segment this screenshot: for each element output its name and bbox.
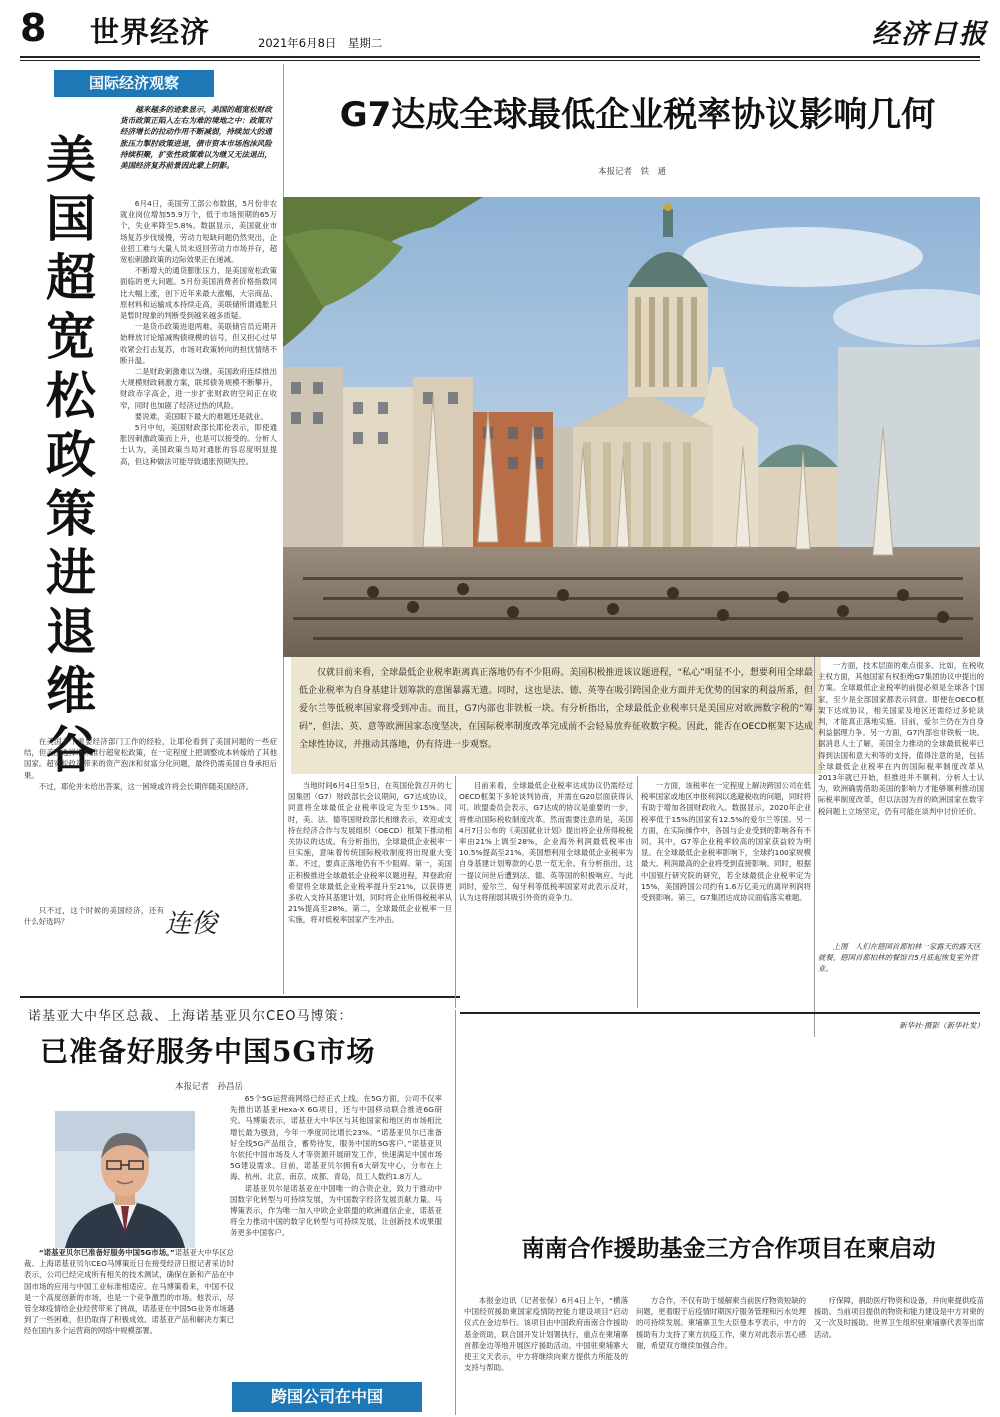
- commentary-paragraph: 在美国多个重要经济部门工作的经验，让耶伦看到了美国问题的一些症结，但美国选择继续推行超宽松政策，在一定程度上把调整成本转嫁给了其他国家。超宽松政策带来的资产泡沫和贫富分化问题，最终仍需美国自身承担后果。: [24, 737, 277, 780]
- photo-caption: [818, 941, 984, 975]
- commentary-paragraph: 6月4日，美国劳工部公布数据，5月份非农就业岗位增加55.9万个，低于市场预期的65万个，失业率降至5.8%。数据显示，美国就业市场复苏步伐缓慢，劳动力短缺问题仍然突出，企业招工难与大量人员未返回劳动力市场并存，超宽松刺激政策的边际效果正在递减。: [120, 199, 277, 265]
- news-paragraph: 疗保障，捐助医疗物资和设备，并向柬提供疫苗援助。当前项目提供的物资和能力建设是中方对柬的又一次及时援助。世界卫生组织驻柬埔寨代表等出席活动。: [814, 1296, 984, 1339]
- commentary-closing-text: 只不过，这个时候的美国经济，还有什么好选吗？: [24, 906, 164, 927]
- commentary-paragraph: 不过，耶伦并未给出答案，这一困境或许将会长期伴随美国经济。: [38, 781, 254, 791]
- main-byline: 本报记者 铁 通: [598, 167, 667, 177]
- news-column-2: [636, 1295, 806, 1413]
- commentary-paragraph: 一是货币政策进退两难。美联储官员近期开始释放讨论缩减购债规模的信号，但又担心过早收紧会打击复苏，市场对政策转向的担忧情绪不断升温。: [120, 322, 277, 365]
- commentary-title: 美国超宽松政策进退维谷: [46, 130, 96, 779]
- main-summary-box: [291, 657, 821, 774]
- main-paragraph: 一方面，该税率在一定程度上解决跨国公司在低税率国家或地区申报利润以逃避税收的问题，同时将有助于增加各国财政收入。数据显示，2020年企业税率低于15%的国家有12.5%的爱尔兰等国。另一方面，在实际操作中，各国与企业受到的影响各有不同。其中，G7等企业税率较高的国家获益较为明显。在全球最低企业税率影响下，全球约100家规模最大、利润最高的企业将受到直接影响。同时，根据中国银行研究院的研究，若全球最低企业税率定为15%，美国跨国公司约有1.6万亿美元的离岸利润将受到影响。第三，G7集团达成协议面临落实难题。: [641, 781, 811, 903]
- commentary-paragraph: 5月中旬，美国财政部长耶伦表示，即使通胀因刺激政策而上升，也是可以接受的。分析人士认为，美国政策当局对通胀的容忍度明显提高，但这种做法可能导致通胀预期失控。: [120, 423, 277, 466]
- section-divider: [460, 1012, 980, 1014]
- issue-date: 2021年6月8日 星期二: [258, 36, 383, 50]
- main-column-3: [641, 780, 811, 1005]
- interview-lead-text: 诺基亚大中华区总裁、上海诺基亚贝尔CEO马博策近日在接受经济日报记者采访时表示，公司已经完成所有相关的技术测试，确保在新和产品在中国市场的应用与中国工业标准相适应。在马博策看来，中国不仅是一个高度创新的市场，也是一个竞争激烈的市场。他表示，尽管全球疫情给企业经营带来了挑战，诺基亚在中国5G业务市场遇到了一些困难，但仍取得了积极成效。诺基亚产品和解决方案已经在国内多个运营商的网络中规模部署。: [24, 1248, 234, 1336]
- column-divider: [637, 776, 638, 1008]
- commentary-paragraph: 要说难，美国眼下最大的难题还是就业。: [134, 411, 268, 421]
- column-tag: 国际经济观察: [54, 70, 214, 97]
- main-paragraph: 目前来看，全球最低企业税率达成协议仍需经过OECD框架下多轮谈判协商，并需在G20层面获得认可。欧盟委员会表示，G7达成的协议是重要的一步，将推动国际税收制度改革。然而需要注意的是，美国4月7日公布的《美国就业计划》提出将企业所得税税率由21%上调至28%，企业海外利润最低税率由10.5%提高至21%。美国想利用全球最低企业税率为自身基建计划筹款的心思一览无余。有分析指出，这一提议问世后遭到法、德、英等国的积极响应。与此同时，爱尔兰、匈牙利等低税率国家对此表示反对，认为这将削弱其吸引外资的竞争力。: [459, 781, 633, 903]
- berlin-square-photo: [283, 197, 980, 657]
- photo-illustration: [283, 197, 980, 657]
- masthead-rule-thin: [20, 60, 980, 61]
- commentary-column-right: [120, 198, 277, 738]
- newspaper-logo: 经济日报: [872, 19, 988, 50]
- column-divider: [814, 657, 815, 1037]
- series-banner: 跨国公司在中国: [232, 1382, 422, 1412]
- interview-paragraph: 诺基亚贝尔是诺基亚在中国唯一的合资企业，致力于推动中国数字化转型与可持续发展，为中国数字经济发展贡献力量。马博策表示，作为唯一加入中欧企业联盟的欧洲通信企业，诺基亚将全力推动中国的数字化转型与可持续发展，让创新技术成果服务更多中国客户。: [230, 1183, 442, 1238]
- photo-credit: 新华社·摄影（新华社发）: [899, 1021, 984, 1030]
- main-summary-text: 仅就目前来看，全球最低企业税率距离真正落地仍有不少阻碍。美国积极推进该议题进程，“私心”明显不小，想要利用全球最低企业税率为自身基建计划筹款的意图暴露无遗。同时，这也是法、德、英等在吸引跨国企业方面并无优势的国家的利益所系，但爱尔兰等低税率国家将受到冲击。而且，G7内部也非铁板一块。有分析指出，全球最低企业税率只是美国应对欧洲数字税的“筹码”，但法、英、意等欧洲国家态度坚决，在国际税率制度改革完成前不会轻易放弃征收数字税。因此，能否在OECD框架下达成全球性协议，并推动其落地，仍有待进一步观察。: [299, 668, 813, 750]
- main-headline: G7达成全球最低企业税率协议影响几何: [339, 95, 936, 135]
- commentary-closing: [24, 905, 164, 935]
- interview-paragraph: 65个5G运营商网络已经正式上线。在5G方面，公司不仅率先推出诺基亚Hexa-X 6G项目，还与中国移动联合推进6G研究。马博策表示，诺基亚大中华区与其他国家和地区的市场相比增长最为强劲，今年一季度同比增长23%。“诺基亚贝尔已准备好全线5G产品组合，蓄势待发，服务中国的5G客户。”诺基亚贝尔依托中国市场及人才等资源开展研发工作，快速满足中国市场5G建设需求。目前，诺基亚贝尔拥有6大研发中心，分布在上海、杭州、北京、南京、成都、青岛，员工人数约1.8万人。: [230, 1094, 442, 1182]
- news-paragraph: 本报金边讯（记者张保）6月4日上午，“横落中国经贸援助柬国家疫情防控能力建设项目”启动仪式在金边举行。该项目由中国政府南南合作援助基金资助，联合国开发计划署执行，重点在柬埔寨首都金边等地开展医疗援助活动。中国驻柬埔寨大使王文天表示，中方将继续向柬方提供力所能及的支持与帮助。: [464, 1296, 628, 1373]
- interview-lead-quote: “诺基亚贝尔已准备好服务中国5G市场。”: [38, 1248, 175, 1257]
- news-column-3: [814, 1295, 984, 1413]
- page-number: 8: [20, 6, 47, 50]
- news-paragraph: 方合作，不仅有助于缓解柬当前医疗物资短缺的问题，更着眼于后疫情时期医疗服务管理和污水处理的可持续发展。柬埔寨卫生大臣曼本亨表示，中方的援助有力支持了柬方抗疫工作，柬方对此表示衷心感谢，希望双方继续加强合作。: [636, 1296, 806, 1350]
- masthead-rule: [20, 56, 980, 58]
- interview-column-2: [230, 1093, 442, 1378]
- column-divider: [455, 1010, 456, 1415]
- commentary-paragraph: 二是财政刺激难以为继。美国政府连续推出大规模财政刺激方案，联邦债务规模不断攀升，财政赤字高企，进一步扩张财政的空间正在收窄，同时也加剧了经济过热的风险。: [120, 367, 277, 410]
- main-paragraph: 一方面，技术层面的难点很多。比如，在税收主权方面，其他国家有权拒绝G7集团协议中提出的方案。全球最低企业税率的前提必须是全球各个国家，至少是全部国家都表示同意。即便在OECD框架下达成协议，相关国家及地区还需经过多轮谈判，才能真正落地实施。目前，爱尔兰仍在为自身利益据理力争。另一方面，G7内部也非铁板一块。据消息人士了解，美国全力推动的全球最低税率已得到法国和意大利等的支持。值得注意的是，包括全球最低企业税率在内的国际税率制度改革从2013年就已开始，但推进并不顺利。分析人士认为，欧洲确需借助美国的影响力才能够顺利推动国际税率制度改革，但以法国为首的欧洲国家在数字税问题上立场坚定，仍有可能在谈判中讨价还价。: [818, 661, 984, 816]
- main-paragraph: 当地时间6月4日至5日，在英国伦敦召开的七国集团（G7）财政部长会议期间，G7达成协议，同意将全球最低企业税率设定为至少15%。同时，美、法、德等国财政部长相继表示，欢迎或支持在经济合作与发展组织（OECD）框架下推动相关协议的达成。有分析指出，全球最低企业税率一旦实施，意味着传统国际税收制度将出现重大变革。不过，要真正落地仍有不少阻碍。第一，美国正积极推进全球最低企业税率议题进程，拜登政府希望将全球最低企业税率提升至21%，以获得更多收入支持其基建计划，同时将企业所得税税率从21%提高至28%。第二，全球最低企业税率一旦实施，将对低税率国家产生冲击。: [288, 781, 452, 925]
- interview-column-1: [24, 1133, 234, 1413]
- commentary-column-bottom: [24, 736, 277, 892]
- interview-headline: 已准备好服务中国5G市场: [40, 1035, 376, 1068]
- commentary-signature: 连俊: [165, 909, 218, 939]
- news-headline: 南南合作援助基金三方合作项目在柬启动: [521, 1236, 936, 1262]
- section-title: 世界经济: [90, 15, 211, 49]
- main-column-4: [818, 660, 984, 936]
- photo-caption-text: 上图 人们在德国首都柏林一家露天的露天区就餐。德国首都柏林的餐馆自5月底起恢复室外营业。: [818, 942, 981, 974]
- news-column-1: [464, 1295, 628, 1413]
- interview-kicker: 诺基亚大中华区总裁、上海诺基亚贝尔CEO马博策：: [28, 1009, 353, 1024]
- commentary-lead: 越来越多的迹象显示，美国的超宽松财政货币政策正陷入左右为难的境地之中：政策对经济增长的拉动作用不断减弱，持续加大的通胀压力掣肘政策进退，债市资本市场泡沫风险持续积聚，扩张性政策难以为继又无法退出，美国经济复苏前景因此蒙上阴影。: [120, 105, 272, 171]
- main-column-2: [459, 780, 633, 1005]
- interview-byline: 本报记者 孙昌岳: [175, 1082, 244, 1092]
- commentary-paragraph: 不断增大的通货膨胀压力，是美国宽松政策面临的更大问题。5月份美国消费者价格指数同比大幅上涨，创下近年来最大涨幅，大宗商品、原材料和运输成本持续走高，美联储所谓通胀只是暂时现象的判断受到越来越多质疑。: [120, 266, 277, 321]
- column-divider: [455, 776, 456, 1008]
- main-column-1: [288, 780, 452, 1005]
